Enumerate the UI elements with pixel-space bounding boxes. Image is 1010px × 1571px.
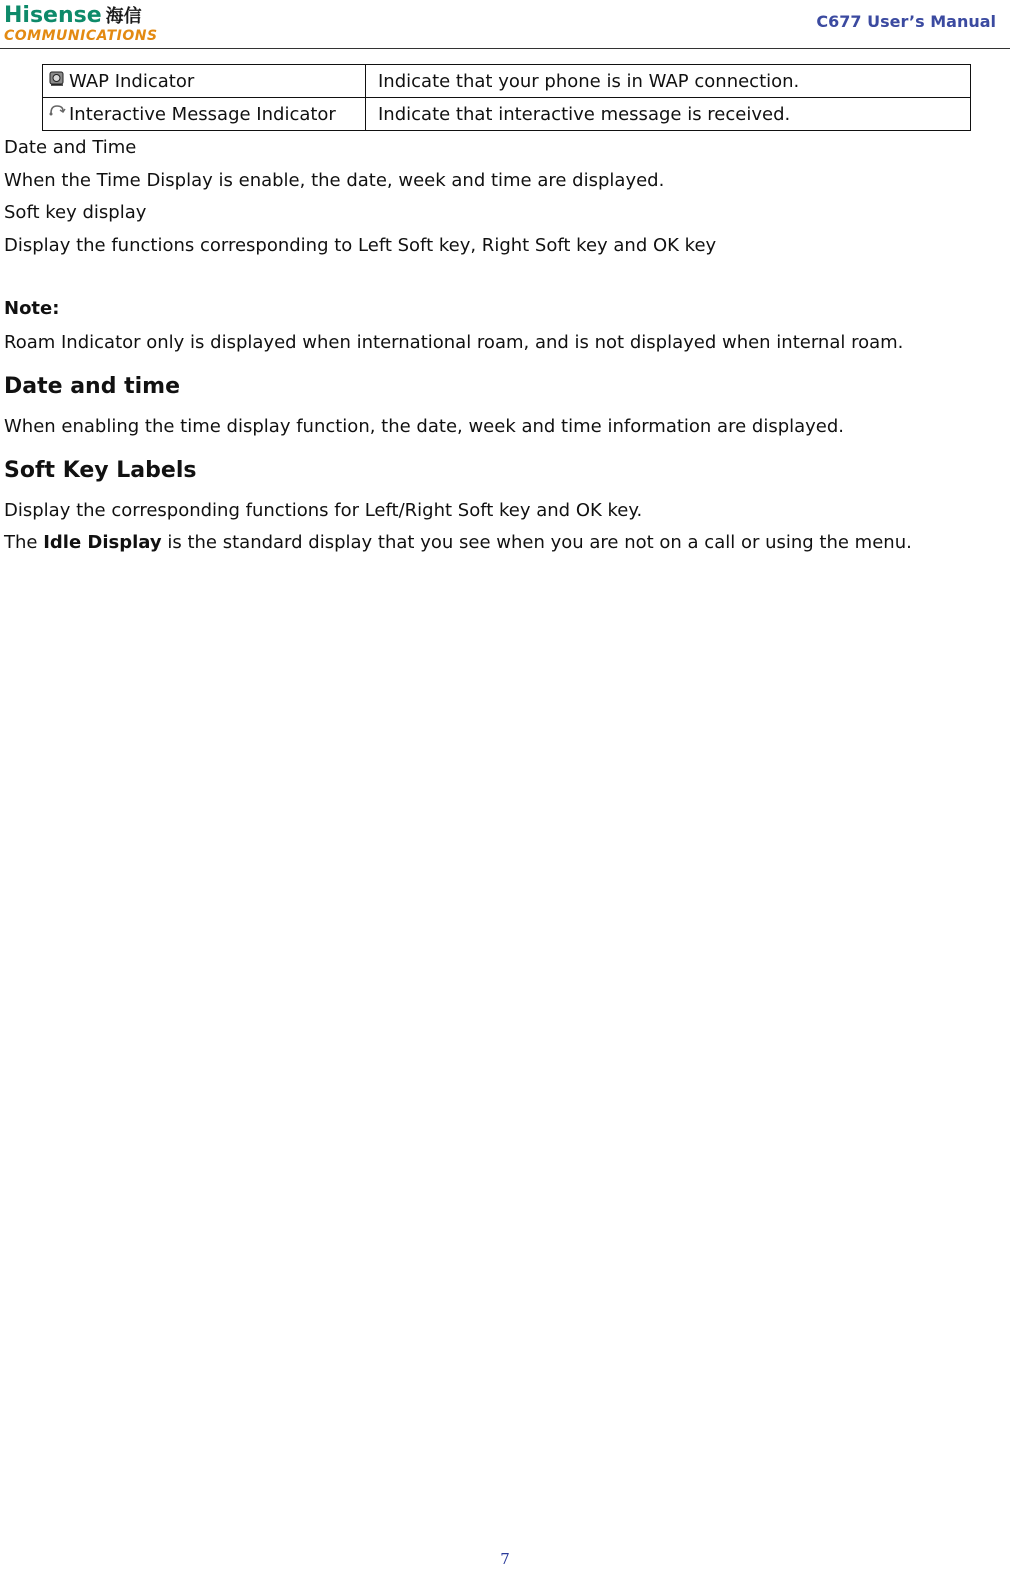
date-time-paragraph: When enabling the time display function, the date, week and time information are displayed. — [4, 416, 845, 437]
logo-brand: Hisense — [4, 3, 102, 28]
page-header — [0, 0, 1010, 48]
logo-cn: 海信 — [105, 6, 142, 27]
manual-title: C677 User’s Manual — [816, 12, 996, 31]
table-row — [43, 98, 971, 131]
wap-indicator-label: WAP Indicator — [69, 71, 195, 92]
heading-date-time: Date and time — [4, 374, 181, 399]
logo-sub: COMMUNICATIONS — [4, 28, 158, 44]
heading-soft-key-labels: Soft Key Labels — [4, 458, 197, 483]
header-divider — [0, 48, 1010, 49]
hisense-logo — [4, 2, 194, 46]
idle-display-term: Idle Display — [43, 532, 162, 553]
page-number: 7 — [500, 1550, 510, 1568]
note-label: Note: — [4, 298, 60, 319]
soft-key-title: Soft key display — [4, 202, 147, 223]
soft-key-desc: Display the functions corresponding to Left Soft key, Right Soft key and OK key — [4, 235, 717, 256]
wap-indicator-desc: Indicate that your phone is in WAP connection. — [366, 65, 971, 98]
note-text: Roam Indicator only is displayed when international roam, and is not displayed when internal roam. — [4, 332, 904, 353]
interactive-message-desc: Indicate that interactive message is received. — [366, 98, 971, 131]
idle-display-paragraph: The Idle Display is the standard display that you see when you are not on a call or using the menu. — [4, 532, 912, 553]
interactive-message-icon — [47, 103, 67, 121]
date-time-title: Date and Time — [4, 137, 137, 158]
indicator-table — [42, 64, 971, 131]
interactive-message-label: Interactive Message Indicator — [69, 104, 336, 125]
date-time-desc: When the Time Display is enable, the date, week and time are displayed. — [4, 170, 665, 191]
table-row — [43, 65, 971, 98]
wap-icon — [47, 70, 67, 88]
soft-key-paragraph: Display the corresponding functions for Left/Right Soft key and OK key. — [4, 500, 643, 521]
